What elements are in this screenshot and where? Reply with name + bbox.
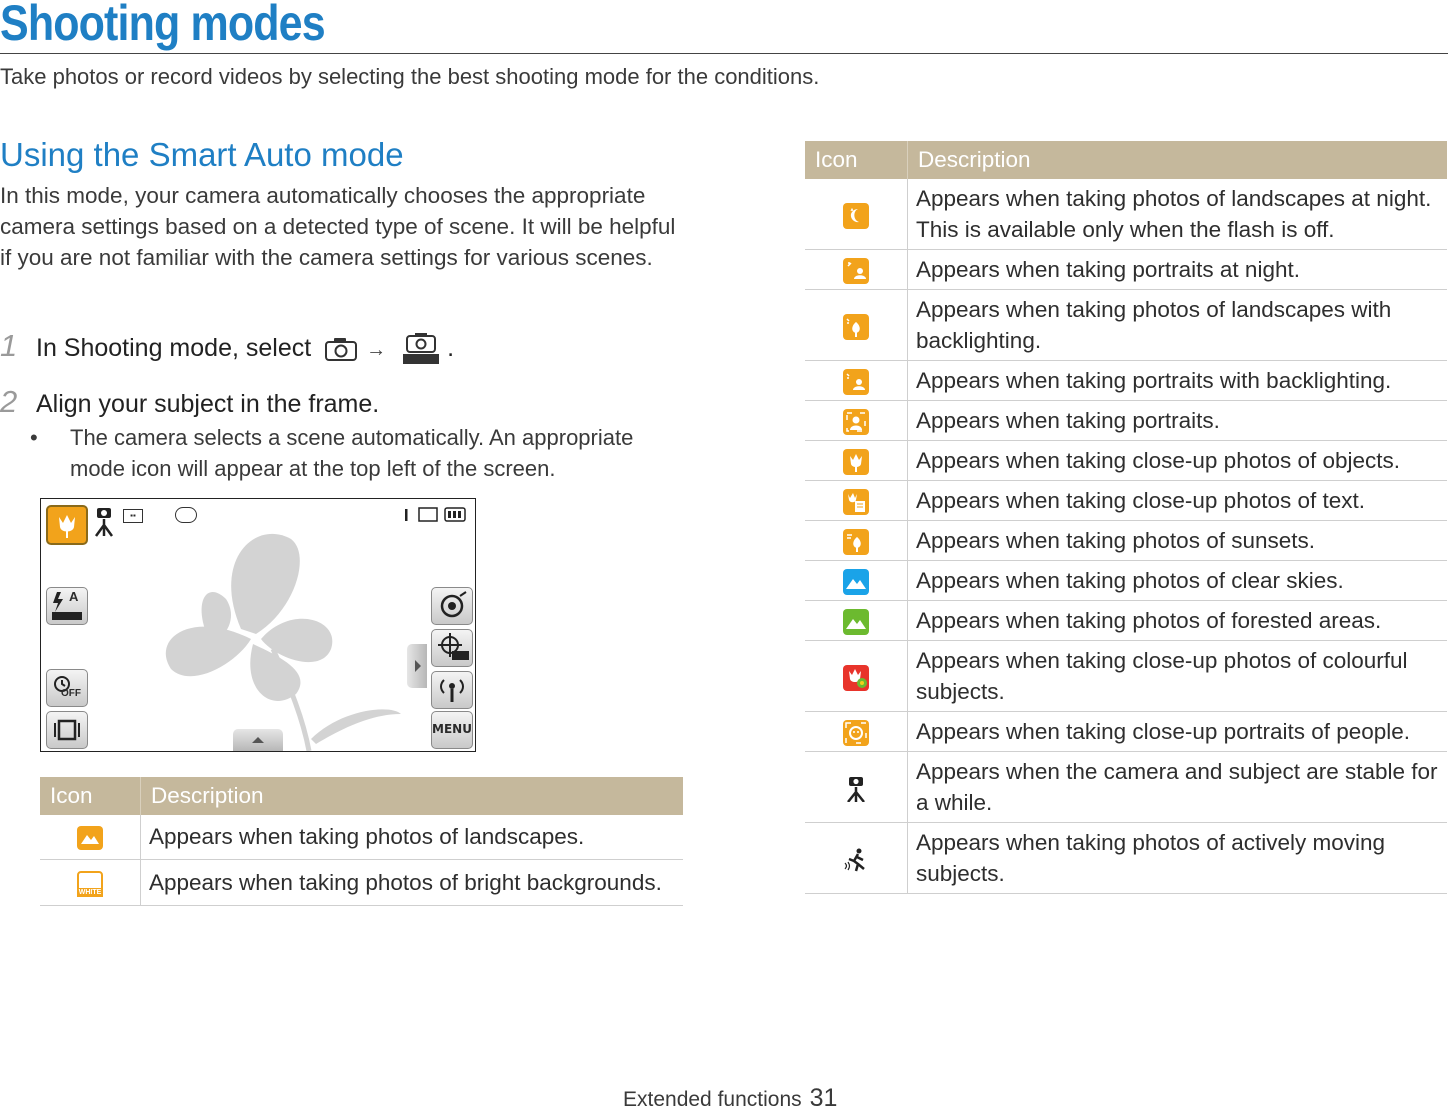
- table-row: [805, 561, 1447, 601]
- step-bullet: [30, 422, 650, 484]
- column-header-description: Description: [908, 141, 1448, 179]
- table-row: [805, 521, 1447, 561]
- af-off-button[interactable]: [431, 629, 473, 667]
- table-header-row: [805, 141, 1447, 179]
- step-2: [0, 384, 379, 420]
- table-row: [805, 361, 1447, 401]
- expand-right-handle[interactable]: [407, 644, 427, 688]
- table-header-row: [40, 777, 683, 815]
- row-description: Appears when taking portraits at night.: [908, 250, 1448, 290]
- section-intro: In this mode, your camera automatically chooses the appropriate camera settings based on a detected type of scene. It will be helpful if you are not familiar with the camera settings for various scenes.: [0, 183, 676, 270]
- step-text: Align your subject in the frame.: [36, 390, 380, 418]
- flash-smart-button[interactable]: [46, 587, 88, 625]
- table-row: [805, 401, 1447, 441]
- natural-green-icon: [843, 609, 869, 635]
- menu-button[interactable]: [431, 711, 473, 749]
- backlight-portrait-icon: [843, 369, 869, 395]
- arrow-glyph: →: [366, 339, 387, 361]
- step-number: 2: [0, 384, 18, 419]
- step-1: [0, 328, 454, 366]
- table-row: [805, 712, 1447, 752]
- table-row: [805, 601, 1447, 641]
- column-header-description: Description: [141, 777, 684, 815]
- table-row: [805, 481, 1447, 521]
- ois-icon: [175, 507, 197, 523]
- expand-up-handle[interactable]: [233, 729, 283, 751]
- action-icon: [843, 847, 869, 873]
- row-description: Appears when taking photos of landscapes at night. This is available only when the flash is off.: [908, 179, 1448, 250]
- smart-auto-icon: [401, 332, 441, 366]
- stabilizer-button[interactable]: [46, 711, 88, 749]
- wifi-button[interactable]: [431, 671, 473, 709]
- macro-text-icon: [843, 489, 869, 515]
- step-text: In Shooting mode, select: [36, 334, 312, 362]
- white-background-icon: [77, 871, 103, 897]
- page-subtitle: Take photos or record videos by selecting the best shooting mode for the conditions.: [0, 64, 820, 89]
- row-description: Appears when taking photos of bright backgrounds.: [141, 859, 684, 905]
- macro-icon: [843, 449, 869, 475]
- battery-icon: [405, 507, 467, 528]
- table-row: [805, 290, 1447, 361]
- column-header-icon: Icon: [40, 777, 141, 815]
- close-up-portrait-icon: [843, 720, 869, 746]
- night-landscape-icon: [843, 203, 869, 229]
- flash-auto-label: A: [69, 589, 79, 604]
- table-row: [40, 859, 683, 905]
- resolution-icon: ▪▪: [123, 509, 143, 523]
- white-badge: WHITE: [78, 888, 102, 896]
- section-heading: Using the Smart Auto mode: [0, 136, 404, 173]
- row-description: Appears when taking photos of forested areas.: [908, 601, 1448, 641]
- step-number: 1: [0, 328, 18, 363]
- tripod-icon: [93, 507, 115, 542]
- timer-off-button[interactable]: [46, 669, 88, 707]
- row-description: Appears when taking close-up portraits of people.: [908, 712, 1448, 752]
- macro-color-icon: [843, 665, 869, 691]
- step-text-end: .: [447, 334, 455, 362]
- camera-icon: [324, 336, 358, 362]
- row-description: Appears when the camera and subject are stable for a while.: [908, 752, 1448, 823]
- page-title: Shooting modes: [0, 0, 325, 51]
- table-row: [40, 815, 683, 859]
- portrait-icon: [843, 409, 869, 435]
- table-row: [805, 250, 1447, 290]
- scene-icon-table-left: [40, 777, 683, 906]
- row-description: Appears when taking photos of actively moving subjects.: [908, 823, 1448, 894]
- bullet-mark: •: [30, 425, 38, 450]
- table-row: [805, 641, 1447, 712]
- row-description: Appears when taking close-up photos of objects.: [908, 441, 1448, 481]
- sunset-icon: [843, 529, 869, 555]
- backlight-landscape-icon: [843, 314, 869, 340]
- row-description: Appears when taking close-up photos of colourful subjects.: [908, 641, 1448, 712]
- row-description: Appears when taking photos of sunsets.: [908, 521, 1448, 561]
- title-divider: [0, 53, 1448, 54]
- table-row: [805, 441, 1447, 481]
- scene-icon-table-right: [805, 141, 1447, 894]
- bullet-text: The camera selects a scene automatically. An appropriate mode icon will appear at the top left of the screen.: [70, 425, 634, 481]
- macro-mode-icon: [46, 505, 88, 545]
- tripod-icon: [843, 776, 869, 802]
- menu-label: MENU: [432, 722, 472, 736]
- row-description: Appears when taking portraits with backlighting.: [908, 361, 1448, 401]
- row-description: Appears when taking close-up photos of text.: [908, 481, 1448, 521]
- row-description: Appears when taking portraits.: [908, 401, 1448, 441]
- effect-dial-button[interactable]: [431, 587, 473, 625]
- row-description: Appears when taking photos of clear skies.: [908, 561, 1448, 601]
- table-row: [805, 179, 1447, 250]
- timer-off-label: OFF: [61, 688, 81, 699]
- table-row: [805, 823, 1447, 894]
- table-row: [805, 752, 1447, 823]
- column-header-icon: Icon: [805, 141, 908, 179]
- landscape-icon: [77, 826, 103, 850]
- camera-screen: [40, 498, 476, 752]
- row-description: Appears when taking photos of landscapes.: [141, 815, 684, 859]
- night-portrait-icon: [843, 258, 869, 284]
- page-footer: [623, 1084, 837, 1113]
- footer-label: Extended functions: [623, 1088, 802, 1111]
- page-number: 31: [809, 1084, 838, 1112]
- row-description: Appears when taking photos of landscapes with backlighting.: [908, 290, 1448, 361]
- blue-sky-icon: [843, 569, 869, 595]
